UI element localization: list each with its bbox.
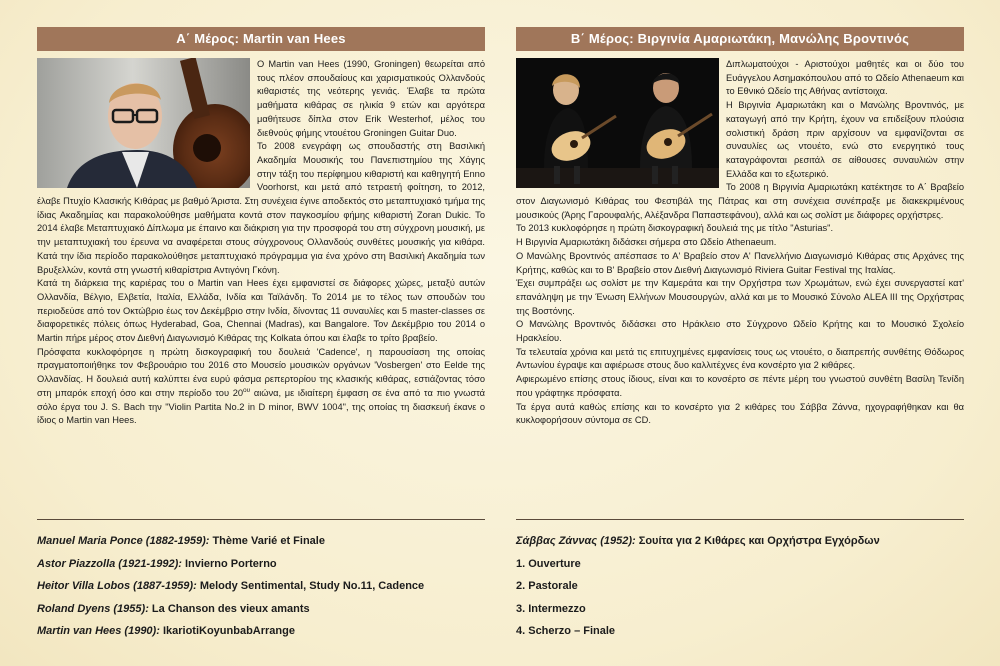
part-b-paragraph-5: Η Βιργινία Αμαριωτάκη διδάσκει σήμερα στο Ωδείο Athenaeum.: [516, 237, 777, 248]
part-a-program: [37, 530, 485, 643]
program-title: [516, 530, 964, 553]
part-b-paragraph-9: Τα τελευταία χρόνια και μετά τις επιτυχημένες εμφανίσεις τους ως ντουέτο, ο διαπρεπής συνθέτης Θόδωρος Αντωνίου έγραψε και αφιέρωσε στους δυο καλλιτέχνες ένα κονσέρτο για 2 κιθάρες.: [516, 346, 964, 371]
program-work: Melody Sentimental, Study No.11, Cadence: [196, 580, 425, 592]
part-a-paragraph-2: Το 2008 ενεγράφη ως σπουδαστής στη Βασιλική Ακαδημία Μουσικής του Πανεπιστημίου της Χάγης στην τάξη του περίφημου κιθαριστή και καθηγητή Enno Voorhorst, και μετά από τετραετή φοίτηση, το 2012, έλαβε Πτυχίο Κλασικής Κιθάρας με βαθμό Άριστα. Στη συνέχεια έγινε αποδεκτός στο μεταπτυχιακό τμήμα της ίδιας Ακαδημίας και παρακολούθησε μαθήματα κοντά στον παγκοσμίου φήμης κιθαριστή Zoran Dukic. Το 2014 έλαβε Μεταπτυχιακό Δίπλωμα με έπαινο και διάκριση για την προσφορά του στη σύγχρονη μουσική, με την μεταπτυχιακή του έρευνα να αναφέρεται στους σύγχρονους Ολλανδούς συνθέτες μουσικής για κιθάρα. Κατά την ίδια περίοδο παρακολούθησε μεταπτυχιακό πρόγραμμα για ένα χρόνο στη Βασιλική Ακαδημία των Βρυξελλών, κοντά στη γνωστή κιθαρίστρια Αντιγόνη Γκόνη.: [37, 141, 485, 275]
part-a-paragraph-1: Ο Martin van Hees (1990, Groningen) θεωρείται από τους πλέον σπουδαίους και χαρισματικούς Ολλανδούς κιθαριστές της νεότερης γενιάς. Έλαβε τα πρώτα μαθήματα κιθάρας σε ηλικία 9 ετών και αργότερα μαθήτευσε δίπλα στον Erik Westerhof, μέλος του διεθνούς φήμης ντουέτου Groningen Guitar Duo.: [257, 59, 485, 138]
movement-item: 2. Pastorale: [516, 580, 578, 592]
program-composer: Roland Dyens (1955):: [37, 602, 149, 615]
program-work: Invierno Porterno: [181, 557, 277, 570]
guitarist-portrait-image: [37, 58, 250, 188]
part-a-paragraph-4-start: Πρόσφατα κυκλοφόρησε η πρώτη δισκογραφική του δουλειά 'Cadence', η παρουσίαση της οποίας πραγματοποιήθηκε τον Φεβρουάριο του 2016 στο Μουσείο μουσικών οργάνων 'Vosbergen' στο Eelde της Ολλανδίας. Η δουλειά αυτή καλύπτει ένα ευρύ φάσμα ρεπερτορίου της κλασικής κιθάρας, εστιάζοντας τόσο στη μπαρόκ εποχή όσο και στην περίοδο του 20: [37, 346, 485, 398]
program-work: La Chanson des vieux amants: [148, 602, 310, 615]
program-composer: Heitor Villa Lobos (1887-1959):: [37, 580, 197, 592]
program-item: [37, 530, 485, 553]
program-work: Thème Varié et Finale: [209, 535, 325, 547]
part-a-header: Α΄ Μέρος: Martin van Hees: [37, 27, 485, 51]
part-b-paragraph-10: Αφιερωμένο επίσης στους ίδιους, είναι και το κονσέρτο σε πέντε μέρη του γνωστού συνθέτη Βασίλη Τενίδη που γράφτηκε πρόσφατα.: [516, 374, 964, 398]
part-a-paragraph-4-end: αιώνα, με ιδιαίτερη έμφαση σε ένα από τα πιο γνωστά σόλο έργα του J. S. Bach την "Violin Partita No.2 in D minor, BWV 1004", της οποίας τη διασκευή έκανε ο ίδιος ο Martin van Hees.: [37, 387, 485, 426]
guitar-duo-image: [516, 58, 719, 188]
program-item: [37, 620, 485, 643]
martin-van-hees-photo: [37, 58, 250, 188]
part-b-paragraph-4: Το 2013 κυκλοφόρησε η πρώτη δισκογραφική δουλειά της με τίτλο "Asturias".: [516, 223, 834, 234]
part-a-bio: [37, 58, 485, 428]
movement-item: 1. Ouverture: [516, 557, 581, 570]
program-item: [37, 598, 485, 621]
part-b-header: Β΄ Μέρος: Βιργινία Αμαριωτάκη, Μανώλης Βροντινός: [516, 27, 964, 51]
part-b-paragraph-3: Το 2008 η Βιργινία Αμαριωτάκη κατέκτησε το Α΄ Βραβείο στον Διαγωνισμό Κιθάρας του Φεστιβάλ της Πάτρας και στη συνέχεια συνέπραξε με διακεκριμένους μουσικούς (Άρης Γαρουφαλής, Αλέξανδρα Παπαστεφάνου), αλλά και ως σολίστ με διάφορες ορχήστρες.: [516, 182, 964, 220]
program-item: [37, 575, 485, 598]
program-item: [37, 553, 485, 576]
part-b-paragraph-7: Έχει συμπράξει ως σολίστ με την Καμεράτα και την Ορχήστρα των Χρωμάτων, ενώ έχει συνεργαστεί κατ' επανάληψη με την Ένωση Ελλήνων Μουσουργών, αλλά και με το Μουσικό Σύνολο ALEA III της Ορχήστρας της Βοστόνης.: [516, 278, 964, 316]
part-a-paragraph-4: [37, 346, 485, 428]
part-b-paragraph-6: Ο Μανώλης Βροντινός απέσπασε το Α' Βραβείο στον Α' Πανελλήνιο Διαγωνισμό Κιθάρας στις Αρχάνες της Κρήτης, καθώς και το Β' Βραβείο στον Διεθνή Διαγωνισμό Riviera Guitar Festival της Ιταλίας.: [516, 250, 964, 275]
part-b-paragraph-2: Η Βιργινία Αμαριωτάκη και ο Μανώλης Βροντινός, με καταγωγή από την Κρήτη, έχουν να επιδείξουν πλούσια σολιστική δράση πριν αρχίσουν να εμφανίζονται σε συναυλίες ως ντουέτο, ενώ στο ενεργητικό τους καταγράφονται ρεσιτάλ σε αίθουσες συναυλιών στην Ελλάδα και το εξωτερικό.: [726, 100, 964, 179]
part-b-paragraph-11: Τα έργα αυτά καθώς επίσης και το κονσέρτο για 2 κιθάρες του Σάββα Ζάννα, ηχογραφήθηκαν και θα κυκλοφορήσουν σύντομα σε CD.: [516, 401, 964, 426]
program-composer: Astor Piazzolla (1921-1992):: [37, 557, 182, 570]
part-b-paragraph-1: Διπλωματούχοι - Αριστούχοι μαθητές και οι δύο του Ευάγγελου Ασημακόπουλου από το Ωδείο Athenaeum και το Εθνικό Ωδείο της Αθήνας αντίστοιχα.: [726, 59, 964, 97]
movement-item: 4. Scherzo – Finale: [516, 625, 616, 637]
part-b-column: [516, 27, 964, 428]
program-composer: Manuel Maria Ponce (1882-1959):: [37, 535, 210, 547]
program-work: IkariotiKoyunbabArrange: [159, 625, 295, 637]
program-composer: Σάββας Ζάννας (1952):: [516, 535, 636, 547]
part-b-divider: [516, 519, 964, 520]
part-a-column: [37, 27, 485, 428]
program-work: Σουίτα για 2 Κιθάρες και Ορχήστρα Εγχόρδων: [635, 535, 880, 547]
century-superscript: ου: [243, 386, 251, 394]
part-b-paragraph-8: Ο Μανώλης Βροντινός διδάσκει στο Ηράκλειο στο Σύγχρονο Ωδείο Κρήτης και το Μουσικό Σχολείο Ηρακλείου.: [516, 319, 964, 344]
part-b-bio: [516, 58, 964, 428]
part-a-divider: [37, 519, 485, 520]
guitar-duo-photo: [516, 58, 719, 188]
movement-item: 3. Intermezzo: [516, 602, 586, 615]
program-composer: Martin van Hees (1990):: [37, 625, 160, 637]
part-b-program: [516, 530, 964, 643]
part-a-paragraph-3: Κατά τη διάρκεια της καριέρας του ο Martin van Hees έχει εμφανιστεί σε διάφορες χώρες, μεταξύ αυτών Ολλανδία, Βέλγιο, Ελβετία, Ιταλία, Ελλάδα, Ινδία και Ταϊλάνδη. Το 2014 με το τέλος των σπουδών του περιοδεύσε από τον Οκτώβριο έως τον Δεκέμβριο στην Ινδία, δίνοντας 11 συναυλίες και 5 master-classes σε διαφορετικές πόλεις όπως Hyderabad, Goa, Chennai (Madras), και Bangalore. Τον Δεκέμβριο του 2014 ο Martin πήρε μέρος στον Διεθνή Διαγωνισμό Κιθάρας της Kolkata όπου και έλαβε το τρίτο βραβείο.: [37, 278, 485, 344]
